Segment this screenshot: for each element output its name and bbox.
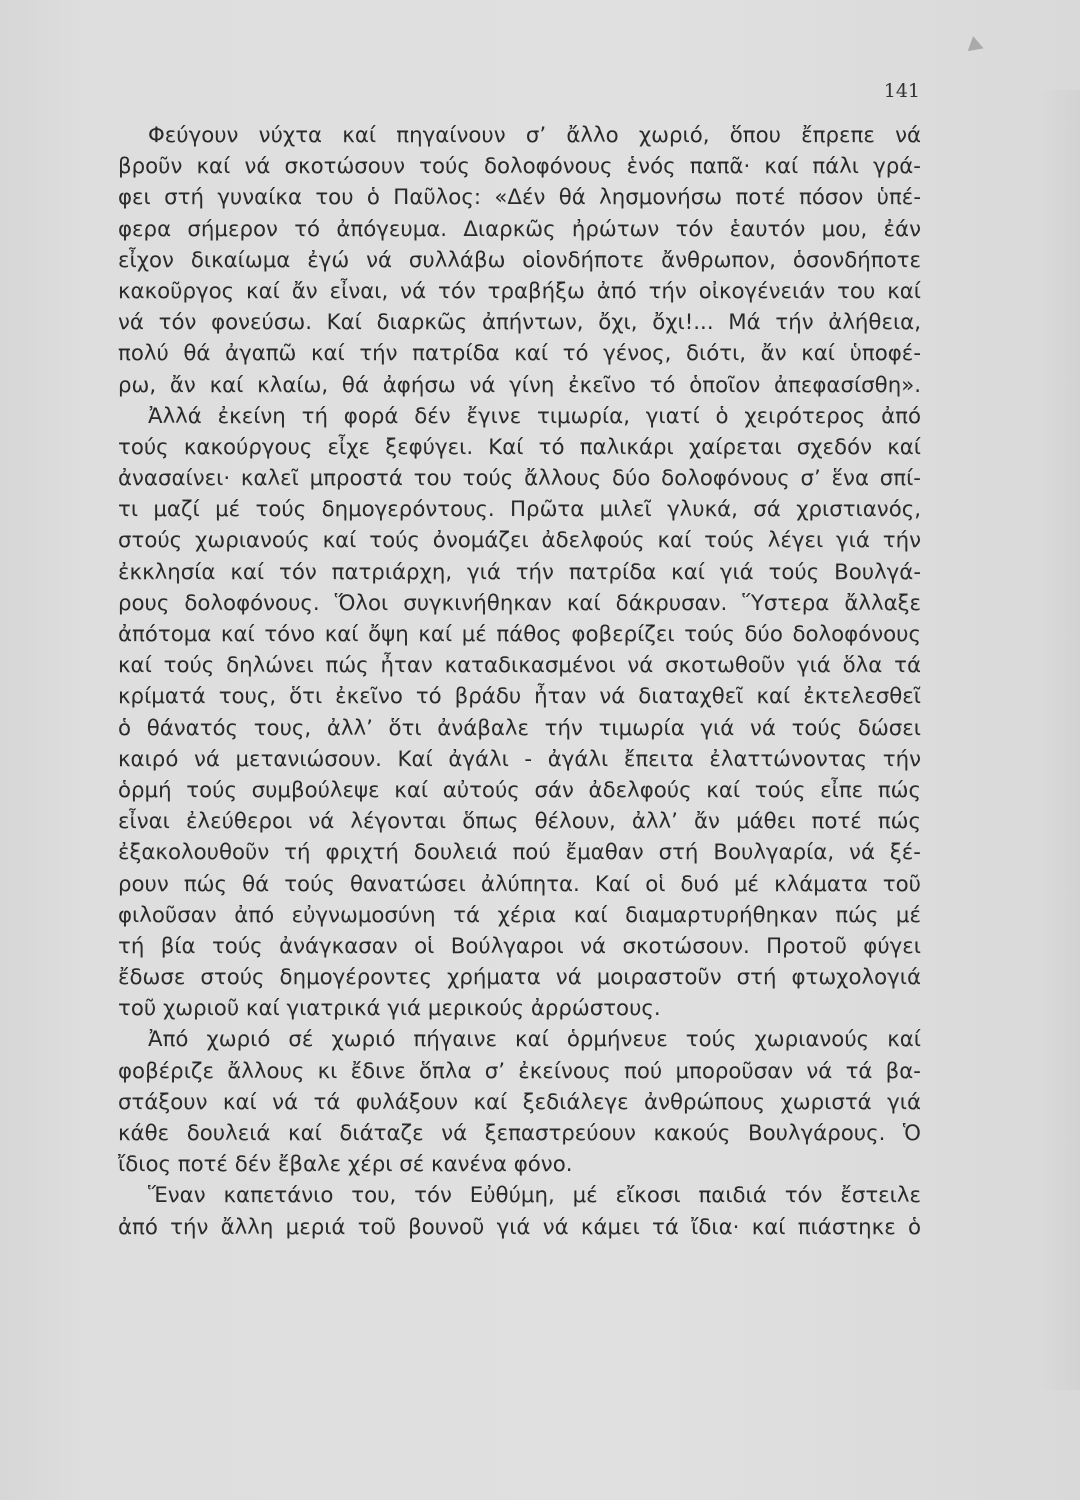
text-line: στούς χωριανούς καί τούς ὀνομάζει ἀδελφούς καί τούς λέγει γιά τήν <box>118 528 921 554</box>
text-line: φει στή γυναίκα του ὁ Παῦλος: «Δέν θά λησμονήσω ποτέ πόσον ὑπέ- <box>118 185 921 211</box>
text-line: καιρό νά μετανιώσουν. Καί ἀγάλι - ἀγάλι ἔπειτα ἐλαττώνοντας τήν <box>118 746 921 772</box>
text-line: ἀνασαίνει· καλεῖ μπροστά του τούς ἄλλους δύο δολοφόνους σ’ ἕνα σπί- <box>118 466 921 492</box>
text-line: Ἀπό χωριό σέ χωριό πήγαινε καί ὁρμήνευε τούς χωριανούς καί <box>148 1027 921 1053</box>
text-line: πολύ θά ἀγαπῶ καί τήν πατρίδα καί τό γένος, διότι, ἄν καί ὑποφέ- <box>118 341 921 367</box>
text-line: φοβέριζε ἄλλους κι ἔδινε ὅπλα σ’ ἐκείνους πού μποροῦσαν νά τά βα- <box>118 1058 921 1084</box>
text-line: τούς κακούργους εἶχε ξεφύγει. Καί τό παλικάρι χαίρεται σχεδόν καί <box>118 434 921 460</box>
text-line: ρω, ἄν καί κλαίω, θά ἀφήσω νά γίνη ἐκεῖνο τό ὁποῖον ἀπεφασίσθη». <box>118 372 921 398</box>
page-edge-shadow <box>1040 90 1080 1390</box>
text-line: ἔδωσε στούς δημογέροντες χρήματα νά μοιραστοῦν στή φτωχολογιά <box>118 965 921 991</box>
page-number: 141 <box>883 80 920 102</box>
text-line: κακοῦργος καί ἄν εἶναι, νά τόν τραβήξω ἀπό τήν οἰκογένειάν του καί <box>118 278 921 304</box>
text-line: τή βία τούς ἀνάγκασαν οἱ Βούλγαροι νά σκοτώσουν. Προτοῦ φύγει <box>118 933 921 959</box>
text-line: φιλοῦσαν ἀπό εὐγνωμοσύνη τά χέρια καί διαμαρτυρήθηκαν πώς μέ <box>118 902 921 928</box>
text-line: νά τόν φονεύσω. Καί διαρκῶς ἀπήντων, ὄχι, ὄχι!... Μά τήν ἀλήθεια, <box>118 310 921 336</box>
text-line: ἐκκλησία καί τόν πατριάρχη, γιά τήν πατρίδα καί γιά τούς Βουλγά- <box>118 559 921 585</box>
text-line: εἶναι ἐλεύθεροι νά λέγονται ὅπως θέλουν, ἀλλ’ ἄν μάθει ποτέ πώς <box>118 809 921 835</box>
text-line: ἀπό τήν ἄλλη μεριά τοῦ βουνοῦ γιά νά κάμει τά ἴδια· καί πιάστηκε ὁ <box>118 1214 921 1240</box>
body-text <box>118 120 921 1243</box>
text-line: Ἀλλά ἐκείνη τή φορά δέν ἔγινε τιμωρία, γιατί ὁ χειρότερος ἀπό <box>148 403 921 429</box>
text-line: φερα σήμερον τό ἀπόγευμα. Διαρκῶς ἠρώτων τόν ἑαυτόν μου, ἐάν <box>118 216 921 242</box>
text-line: στάξουν καί νά τά φυλάξουν καί ξεδιάλεγε ἀνθρώπους χωριστά γιά <box>118 1089 921 1115</box>
text-line: κάθε δουλειά καί διάταζε νά ξεπαστρεύουν κακούς Βουλγάρους. Ὁ <box>118 1121 921 1146</box>
text-line: Φεύγουν νύχτα καί πηγαίνουν σ’ ἄλλο χωριό, ὅπου ἔπρεπε νά <box>148 123 921 148</box>
text-line: ρους δολοφόνους. Ὅλοι συγκινήθηκαν καί δάκρυσαν. Ὕστερα ἄλλαξε <box>118 590 921 616</box>
text-line: κρίματά τους, ὅτι ἐκεῖνο τό βράδυ ἦταν νά διαταχθεῖ καί ἐκτελεσθεῖ <box>118 684 921 710</box>
text-line: ἀπότομα καί τόνο καί ὄψη καί μέ πάθος φοβερίζει τούς δύο δολοφόνους <box>118 622 921 647</box>
text-line: βροῦν καί νά σκοτώσουν τούς δολοφόνους ἑνός παπᾶ· καί πάλι γρά- <box>118 154 921 180</box>
text-line: ὁ θάνατός τους, ἀλλ’ ὅτι ἀνάβαλε τήν τιμωρία γιά νά τούς δώσει <box>118 715 921 741</box>
text-line: εἶχον δικαίωμα ἐγώ νά συλλάβω οἱονδήποτε ἄνθρωπον, ὁσονδήποτε <box>118 247 921 273</box>
text-line: ἐξακολουθοῦν τή φριχτή δουλειά πού ἔμαθαν στή Βουλγαρία, νά ξέ- <box>118 840 921 866</box>
text-line: καί τούς δηλώνει πώς ἦταν καταδικασμένοι νά σκοτωθοῦν γιά ὅλα τά <box>118 653 921 679</box>
text-line: ρουν πώς θά τούς θανατώσει ἀλύπητα. Καί οἱ δυό μέ κλάματα τοῦ <box>118 871 921 897</box>
text-line: ὁρμή τούς συμβούλεψε καί αὐτούς σάν ἀδελφούς καί τούς εἶπε πώς <box>118 777 921 803</box>
text-line: Ἕναν καπετάνιο του, τόν Εὐθύμη, μέ εἴκοσι παιδιά τόν ἔστειλε <box>148 1183 921 1209</box>
text-line: τοῦ χωριοῦ καί γιατρικά γιά μερικούς ἀρρώστους. <box>118 996 661 1022</box>
text-line: τι μαζί μέ τούς δημογερόντους. Πρῶτα μιλεῖ γλυκά, σά χριστιανός, <box>118 497 921 523</box>
text-line: ἴδιος ποτέ δέν ἔβαλε χέρι σέ κανένα φόνο. <box>118 1152 573 1178</box>
corner-arrow-icon <box>968 36 987 56</box>
